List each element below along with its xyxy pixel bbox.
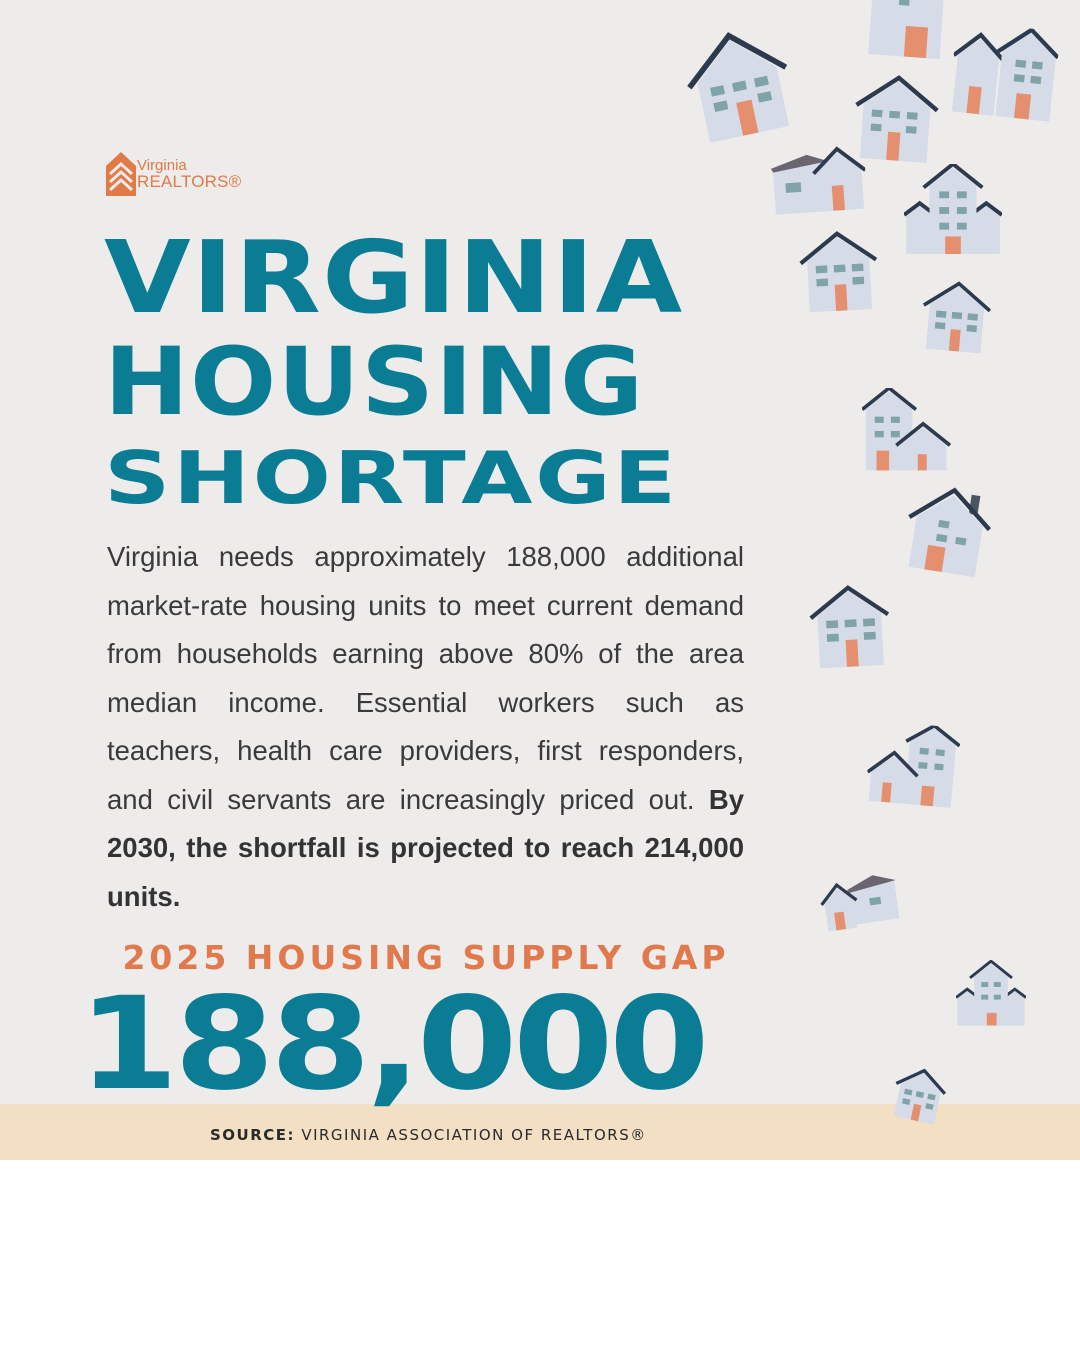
house-icon [796, 228, 882, 318]
house-icon [887, 1063, 951, 1129]
body-bold-text: By 2030, the shortfall is projected to reach 214,000 units. [107, 783, 744, 912]
source-line [210, 1126, 647, 1144]
house-icon [956, 960, 1026, 1028]
house-icon [865, 720, 962, 812]
house-icon [904, 164, 1002, 256]
headline-line-1: VIRGINIA [104, 219, 684, 336]
house-icon [806, 582, 894, 674]
stat-value: 188,000 [78, 970, 706, 1119]
stat-label: 2025 HOUSING SUPPLY GAP [122, 938, 730, 977]
house-icon [862, 388, 952, 474]
logo-line-2: REALTORS® [137, 172, 242, 191]
house-icon [860, 0, 953, 63]
body-text: Virginia needs approximately 188,000 additional market-rate housing units to meet current demand from households earning above 80% of the area median income. Essential workers such as teachers, health care providers, first responders, and civil servants are increasingly priced out. [107, 541, 744, 815]
house-icon [947, 21, 1060, 127]
source-text: VIRGINIA ASSOCIATION OF REALTORS® [301, 1126, 647, 1144]
house-icon [816, 867, 904, 938]
source-label: SOURCE: [210, 1126, 296, 1144]
house-icon [768, 145, 869, 220]
house-icon [672, 16, 806, 153]
headline-line-3: SHORTAGE [104, 436, 679, 520]
headline-line-2: HOUSING [104, 328, 645, 437]
logo-line-1: Virginia [137, 157, 187, 174]
logo-wordmark [137, 158, 241, 190]
house-icon [897, 480, 998, 585]
body-paragraph [107, 533, 744, 921]
house-icon [917, 277, 995, 359]
